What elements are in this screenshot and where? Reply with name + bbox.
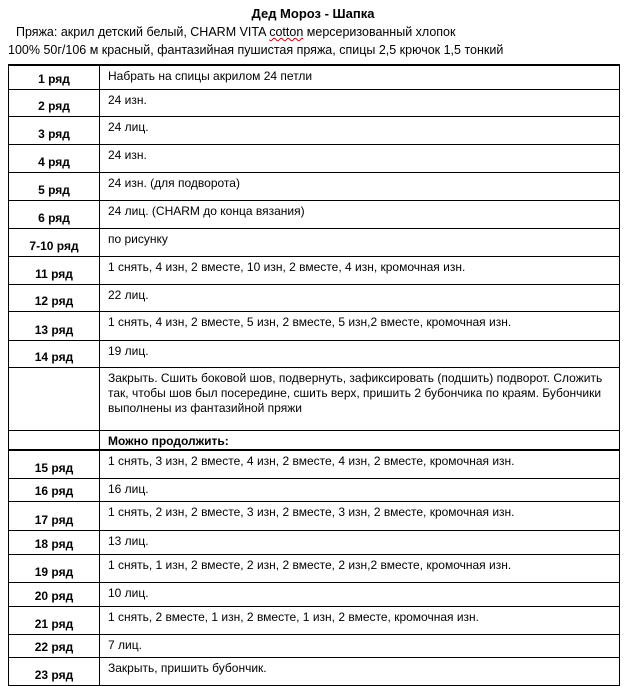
row-instruction: Закрыть, пришить бубончик. (100, 657, 620, 685)
row-number: 23 ряд (9, 657, 100, 685)
yarn-line-1-end: мерсеризованный хлопок (303, 25, 456, 39)
row-number: 13 ряд (9, 311, 100, 340)
table-row (9, 450, 620, 478)
row-number: 18 ряд (9, 530, 100, 554)
table-row (9, 606, 620, 634)
row-instruction: 1 снять, 2 изн, 2 вместе, 3 изн, 2 вместе, 3 изн, 2 вместе, кромочная изн. (100, 501, 620, 530)
row-instruction: 24 изн. (100, 89, 620, 116)
row-instruction: 1 снять, 1 изн, 2 вместе, 2 изн, 2 вместе, 2 изн,2 вместе, кромочная изн. (100, 554, 620, 582)
row-instruction: 10 лиц. (100, 582, 620, 606)
row-instruction: Набрать на спицы акрилом 24 петли (100, 65, 620, 89)
row-instruction: 24 лиц. (100, 116, 620, 144)
table-row (9, 582, 620, 606)
table-row (9, 200, 620, 228)
row-number: 21 ряд (9, 606, 100, 634)
row-number: 4 ряд (9, 144, 100, 172)
table-row (9, 172, 620, 200)
table-row (9, 478, 620, 501)
table-row (9, 89, 620, 116)
table-row (9, 554, 620, 582)
table-row (9, 340, 620, 367)
row-number: 5 ряд (9, 172, 100, 200)
row-instruction: 1 снять, 2 вместе, 1 изн, 2 вместе, 1 изн, 2 вместе, кромочная изн. (100, 606, 620, 634)
table-row (9, 311, 620, 340)
row-instruction: Закрыть. Сшить боковой шов, подвернуть, зафиксировать (подшить) подворот. Сложить так, чтобы шов был посередине, сшить верх, пришить 2 бубончика по краям. Бубончики выполнены из фантазийной пряжи (100, 367, 620, 430)
row-number: 20 ряд (9, 582, 100, 606)
table-row (9, 367, 620, 430)
row-number: 12 ряд (9, 284, 100, 311)
table-row (9, 256, 620, 284)
row-instruction: 13 лиц. (100, 530, 620, 554)
row-number: 7-10 ряд (9, 228, 100, 256)
table-row (9, 634, 620, 657)
row-number: 3 ряд (9, 116, 100, 144)
row-instruction: 24 лиц. (CHARM до конца вязания) (100, 200, 620, 228)
table-row (9, 430, 620, 450)
row-number: 16 ряд (9, 478, 100, 501)
table-row (9, 144, 620, 172)
table-row (9, 65, 620, 89)
yarn-line-1 (16, 25, 455, 39)
row-instruction: по рисунку (100, 228, 620, 256)
row-number: 6 ряд (9, 200, 100, 228)
yarn-line-1-start: Пряжа: акрил детский белый, CHARM VITA (16, 25, 270, 39)
yarn-line-2: 100% 50г/106 м красный, фантазийная пушистая пряжа, спицы 2,5 крючок 1,5 тонкий (8, 43, 504, 57)
row-number: 11 ряд (9, 256, 100, 284)
table-row (9, 501, 620, 530)
table-row (9, 228, 620, 256)
table-row (9, 284, 620, 311)
row-instruction: 22 лиц. (100, 284, 620, 311)
row-number: 19 ряд (9, 554, 100, 582)
row-instruction: 19 лиц. (100, 340, 620, 367)
row-instruction: 7 лиц. (100, 634, 620, 657)
document-title: Дед Мороз - Шапка (251, 6, 375, 21)
row-number: 1 ряд (9, 65, 100, 89)
row-number: 17 ряд (9, 501, 100, 530)
row-number: 2 ряд (9, 89, 100, 116)
row-instruction: 1 снять, 4 изн, 2 вместе, 10 изн, 2 вместе, 4 изн, кромочная изн. (100, 256, 620, 284)
row-number (9, 430, 100, 450)
pattern-table (8, 64, 620, 686)
row-number: 22 ряд (9, 634, 100, 657)
row-instruction: 16 лиц. (100, 478, 620, 501)
row-instruction: 24 изн. (100, 144, 620, 172)
yarn-line-1-underlined-word: cotton (269, 25, 304, 39)
row-instruction: 1 снять, 3 изн, 2 вместе, 4 изн, 2 вместе, 4 изн, 2 вместе, кромочная изн. (100, 450, 620, 478)
row-instruction: 1 снять, 4 изн, 2 вместе, 5 изн, 2 вместе, 5 изн,2 вместе, кромочная изн. (100, 311, 620, 340)
table-row (9, 530, 620, 554)
row-number (9, 367, 100, 430)
table-row (9, 116, 620, 144)
table-row (9, 657, 620, 685)
row-number: 14 ряд (9, 340, 100, 367)
row-instruction: Можно продолжить: (100, 430, 620, 450)
row-instruction: 24 изн. (для подворота) (100, 172, 620, 200)
row-number: 15 ряд (9, 450, 100, 478)
